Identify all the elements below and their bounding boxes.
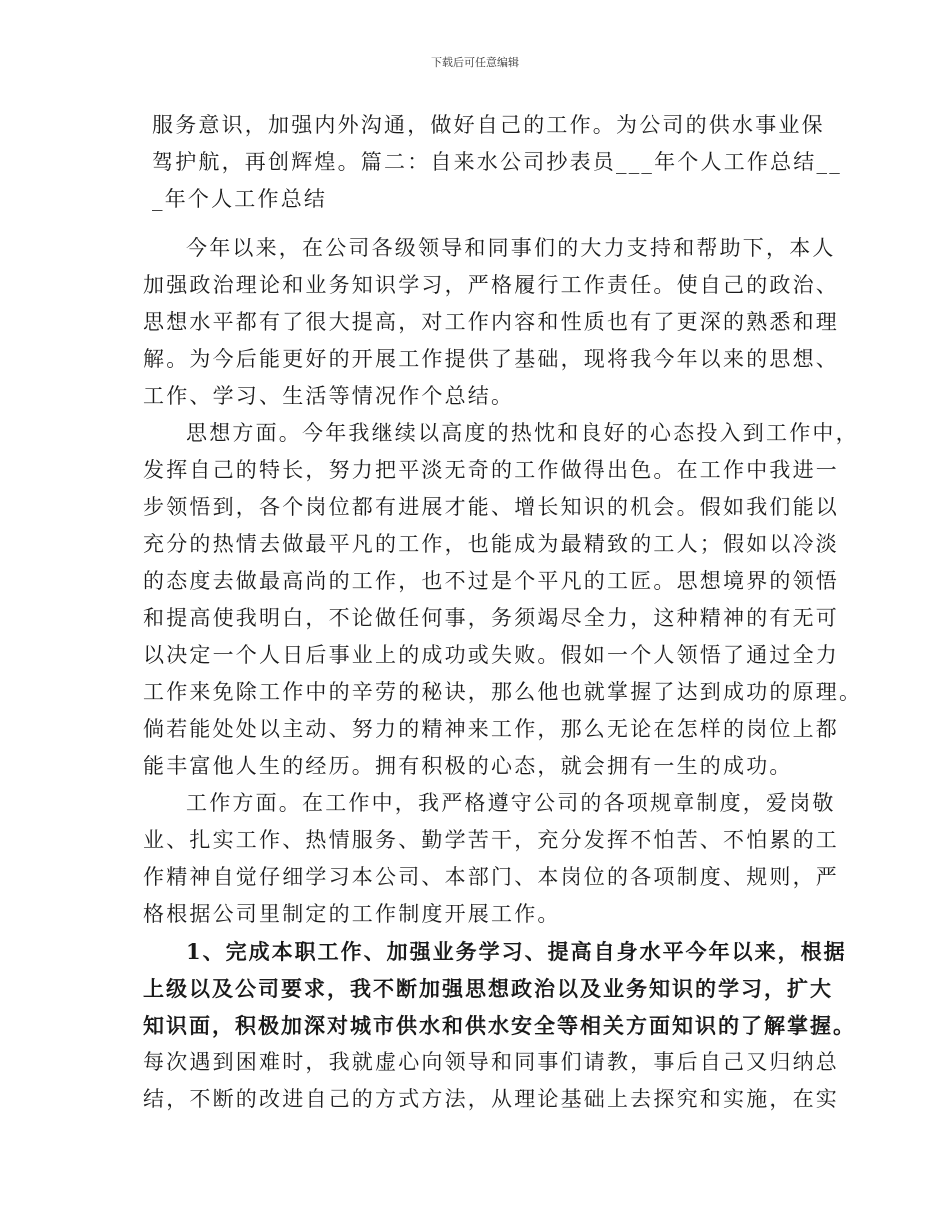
text-line: 发挥自己的特长，努力把平淡无奇的工作做得出色。在工作中我进一 (143, 458, 839, 482)
text-line: 工作、学习、生活等情况作个总结。 (143, 384, 515, 408)
text-line: 业、扎实工作、热情服务、勤学苦干，充分发挥不怕苦、不怕累的工 (143, 828, 839, 852)
text-line: 倘若能处处以主动、努力的精神来工作，那么无论在怎样的岗位上都 (143, 717, 839, 741)
text-line-bold: 上级以及公司要求，我不断加强思想政治以及业务知识的学习，扩大 (143, 976, 833, 1001)
text-line-bold: 知识面，积极加深对城市供水和供水安全等相关方面知识的了解掌握。 (143, 1013, 856, 1038)
text-line: 的态度去做最高尚的工作，也不过是个平凡的工匠。思想境界的领悟 (143, 569, 839, 593)
page-header: 下载后可任意编辑 (431, 56, 519, 69)
text-line: 工作方面。在工作中，我严格遵守公司的各项规章制度，爱岗敬 (186, 791, 836, 815)
text-line: 作精神自觉仔细学习本公司、本部门、本岗位的各项制度、规则，严 (143, 865, 839, 889)
text-line: 今年以来，在公司各级领导和同事们的大力支持和帮助下，本人 (186, 236, 836, 260)
text-line: 和提高使我明白，不论做任何事，务须竭尽全力，这种精神的有无可 (143, 606, 839, 630)
text-line: 思想方面。今年我继续以高度的热忱和良好的心态投入到工作中， (186, 421, 859, 445)
text-line: 每次遇到困难时，我就虚心向领导和同事们请教，事后自己又归纳总 (143, 1050, 839, 1074)
text-line: 工作来免除工作中的辛劳的秘诀，那么他也就掌握了达到成功的原理。 (143, 680, 863, 704)
text-line: 驾护航，再创辉煌。篇二：自来水公司抄表员___年个人工作总结__ (152, 150, 842, 174)
text-line: 解。为今后能更好的开展工作提供了基础，现将我今年以来的思想、 (143, 347, 839, 371)
text-line: 步领悟到，各个岗位都有进展才能、增长知识的机会。假如我们能以 (143, 495, 839, 519)
text-line: 加强政治理论和业务知识学习，严格履行工作责任。使自己的政治、 (143, 273, 839, 297)
text-line: 服务意识，加强内外沟通，做好自己的工作。为公司的供水事业保 (152, 113, 825, 137)
text-line: 结，不断的改进自己的方式方法，从理论基础上去探究和实施，在实 (143, 1087, 839, 1111)
text-line-bold: 1、完成本职工作、加强业务学习、提高自身水平今年以来，根据 (186, 939, 847, 964)
text-line: 能丰富他人生的经历。拥有积极的心态，就会拥有一生的成功。 (143, 754, 793, 778)
text-line: 充分的热情去做最平凡的工作，也能成为最精致的工人；假如以冷淡 (143, 532, 839, 556)
text-line: 思想水平都有了很大提高，对工作内容和性质也有了更深的熟悉和理 (143, 310, 839, 334)
text-line: 以决定一个人日后事业上的成功或失败。假如一个人领悟了通过全力 (143, 643, 839, 667)
text-line: _年个人工作总结 (152, 187, 328, 211)
text-line: 格根据公司里制定的工作制度开展工作。 (143, 902, 561, 926)
